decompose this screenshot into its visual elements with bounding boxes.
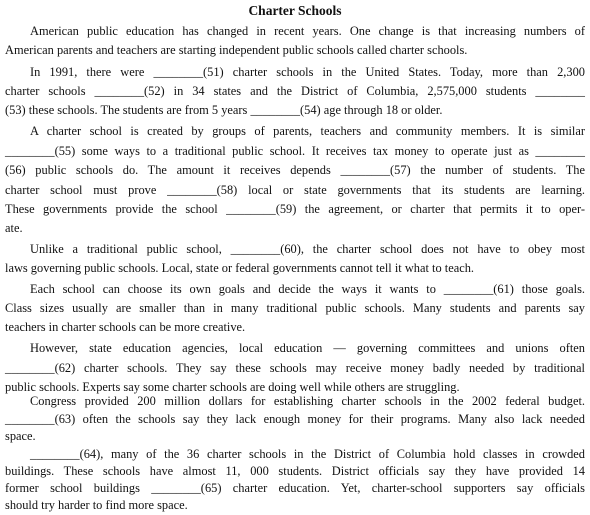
text-line: Congress provided 200 million dollars for establishing charter schools in the 2002 federal budget.	[30, 394, 585, 408]
text-line: Each school can choose its own goals and decide the ways it wants to ________(61) those goals.	[30, 282, 585, 296]
text-line: space.	[5, 429, 36, 443]
document-title: Charter Schools	[248, 3, 342, 18]
text-line: American parents and teachers are starting independent public schools called charter schools.	[5, 43, 468, 57]
text-line: ________(63) often the schools say they lack enough money for their programs. Many also lack needed	[5, 412, 585, 426]
text-line: Class sizes usually are smaller than in many traditional public schools. Many students and parents say	[5, 301, 585, 315]
text-line: American public education has changed in recent years. One change is that increasing numbers of	[30, 24, 585, 38]
text-line: buildings. These schools have almost 11, 000 students. District officials say they have provided 14	[5, 464, 585, 478]
text-line: ate.	[5, 221, 23, 235]
text-line: former school buildings ________(65) charter education. Yet, charter-school supporters say officials	[5, 481, 585, 495]
text-line: ________(55) some ways to a traditional public school. It receives tax money to operate just as ________	[5, 144, 585, 158]
text-line: A charter school is created by groups of parents, teachers and community members. It is similar	[30, 124, 585, 138]
text-line: teachers in charter schools can be more creative.	[5, 320, 246, 334]
text-line: These governments provide the school ________(59) the agreement, or charter that permits it to oper-	[5, 202, 585, 216]
text-line: laws governing public schools. Local, state or federal governments cannot tell it what to teach.	[5, 261, 474, 275]
text-line: However, state education agencies, local education — governing committees and unions often	[30, 341, 585, 355]
text-line: charter schools ________(52) in 34 states and the District of Columbia, 2,575,000 students ________	[5, 84, 585, 98]
text-line: ________(62) charter schools. They say these schools may receive money badly needed by traditional	[5, 361, 585, 375]
text-line: (56) public schools do. The amount it receives depends ________(57) the number of students. The	[5, 163, 585, 177]
text-line: public schools. Experts say some charter schools are doing well while others are struggling.	[5, 380, 460, 394]
text-line: (53) these schools. The students are from 5 years ________(54) age through 18 or older.	[5, 103, 443, 117]
text-line: Unlike a traditional public school, ________(60), the charter school does not have to obey most	[30, 242, 585, 256]
text-line: In 1991, there were ________(51) charter schools in the United States. Today, more than 2,300	[30, 65, 585, 79]
text-line: should try harder to find more space.	[5, 498, 188, 512]
text-line: ________(64), many of the 36 charter schools in the District of Columbia hold classes in crowded	[30, 447, 585, 461]
text-line: charter school must prove ________(58) local or state governments that its students are learning.	[5, 183, 585, 197]
